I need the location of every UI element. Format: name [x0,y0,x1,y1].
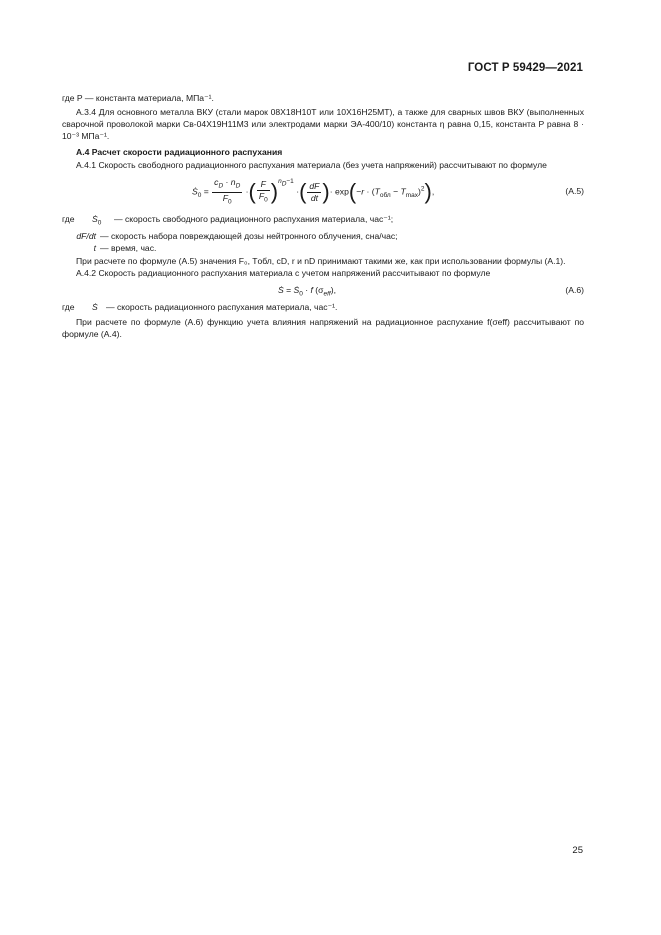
formula-a6-number: (А.6) [565,284,584,295]
page-body [62,92,584,340]
paragraph-a-4-1: А.4.1 Скорость свободного радиационного распухания материала (без учета напряжений) рассчитывают по формуле [76,160,547,170]
formula-a5-row [62,171,584,211]
where-label: где [62,214,75,224]
definition-dfdt [62,230,584,242]
paragraph-p-constant: где P — константа материала, МПа⁻¹. [62,93,214,103]
formula-a5: Ṡ$_0$ = $\frac{c_D \cdot n_D}{F_0}$ ·( $\frac{F}{F_0}$ )$^{n_D-1}$ ·( $\frac{dF}{dt}$ )· $\exp(-r \cdot (T_{обл} - T_{max})^2)$, [192,177,435,206]
paragraph-a-3-4: А.3.4 Для основного металла ВКУ (стали марок 08Х18Н10Т или 10Х16Н25МТ), а также для сварных швов ВКУ (выполненных сварочной проволокой марки Св-04Х19Н11М3 или электродами марки ЭА-400/10) константа η равна 0,15, константа P равна 8 · 10⁻³ МПа⁻¹. [62,107,584,141]
definition-s: где Ṡ — скорость радиационного распухания материала, час⁻¹. [62,301,338,312]
definition-t [62,242,584,254]
definition-s0: где Ṡ$_0$ — скорость свободного радиационного распухания материала, час⁻¹; [62,213,584,230]
section-heading-a-4: А.4 Расчет скорости радиационного распухания [76,147,283,157]
formula-a6-row [62,279,584,301]
paragraph-a-4-2: А.4.2 Скорость радиационного распухания материала с учетом напряжений рассчитывают по формуле [76,267,491,278]
formula-a5-number: (А.5) [565,186,584,196]
where-label-2: где [62,301,75,312]
page-number: 25 [572,845,583,856]
definition-s-text: — скорость радиационного распухания материала, час⁻¹. [106,301,338,312]
formula-a6: Ṡ = Ṡ$_0$ · f $(\sigma_{eff})$, [278,284,336,298]
definition-t-text: — время, час. [100,242,157,253]
paragraph-a6-calc: При расчете по формуле (А.6) функцию учета влияния напряжений на радиационное распухание f(σeff) рассчитывают по формуле (А.4). [62,316,584,339]
definition-s0-text: — скорость свободного радиационного распухания материала, час⁻¹; [114,214,394,224]
dfdt-symbol: dF/dt [76,230,96,241]
paragraph-a5-values: При расчете по формуле (А.5) значения F₀, Tобл, cD, r и nD принимают такими же, как при использовании формулы (А.1). [76,255,566,266]
t-symbol: t [93,242,96,253]
document-code: ГОСТ Р 59429—2021 [467,62,583,74]
definition-dfdt-text: — скорость набора повреждающей дозы нейтронного облучения, сна/час; [100,230,398,241]
